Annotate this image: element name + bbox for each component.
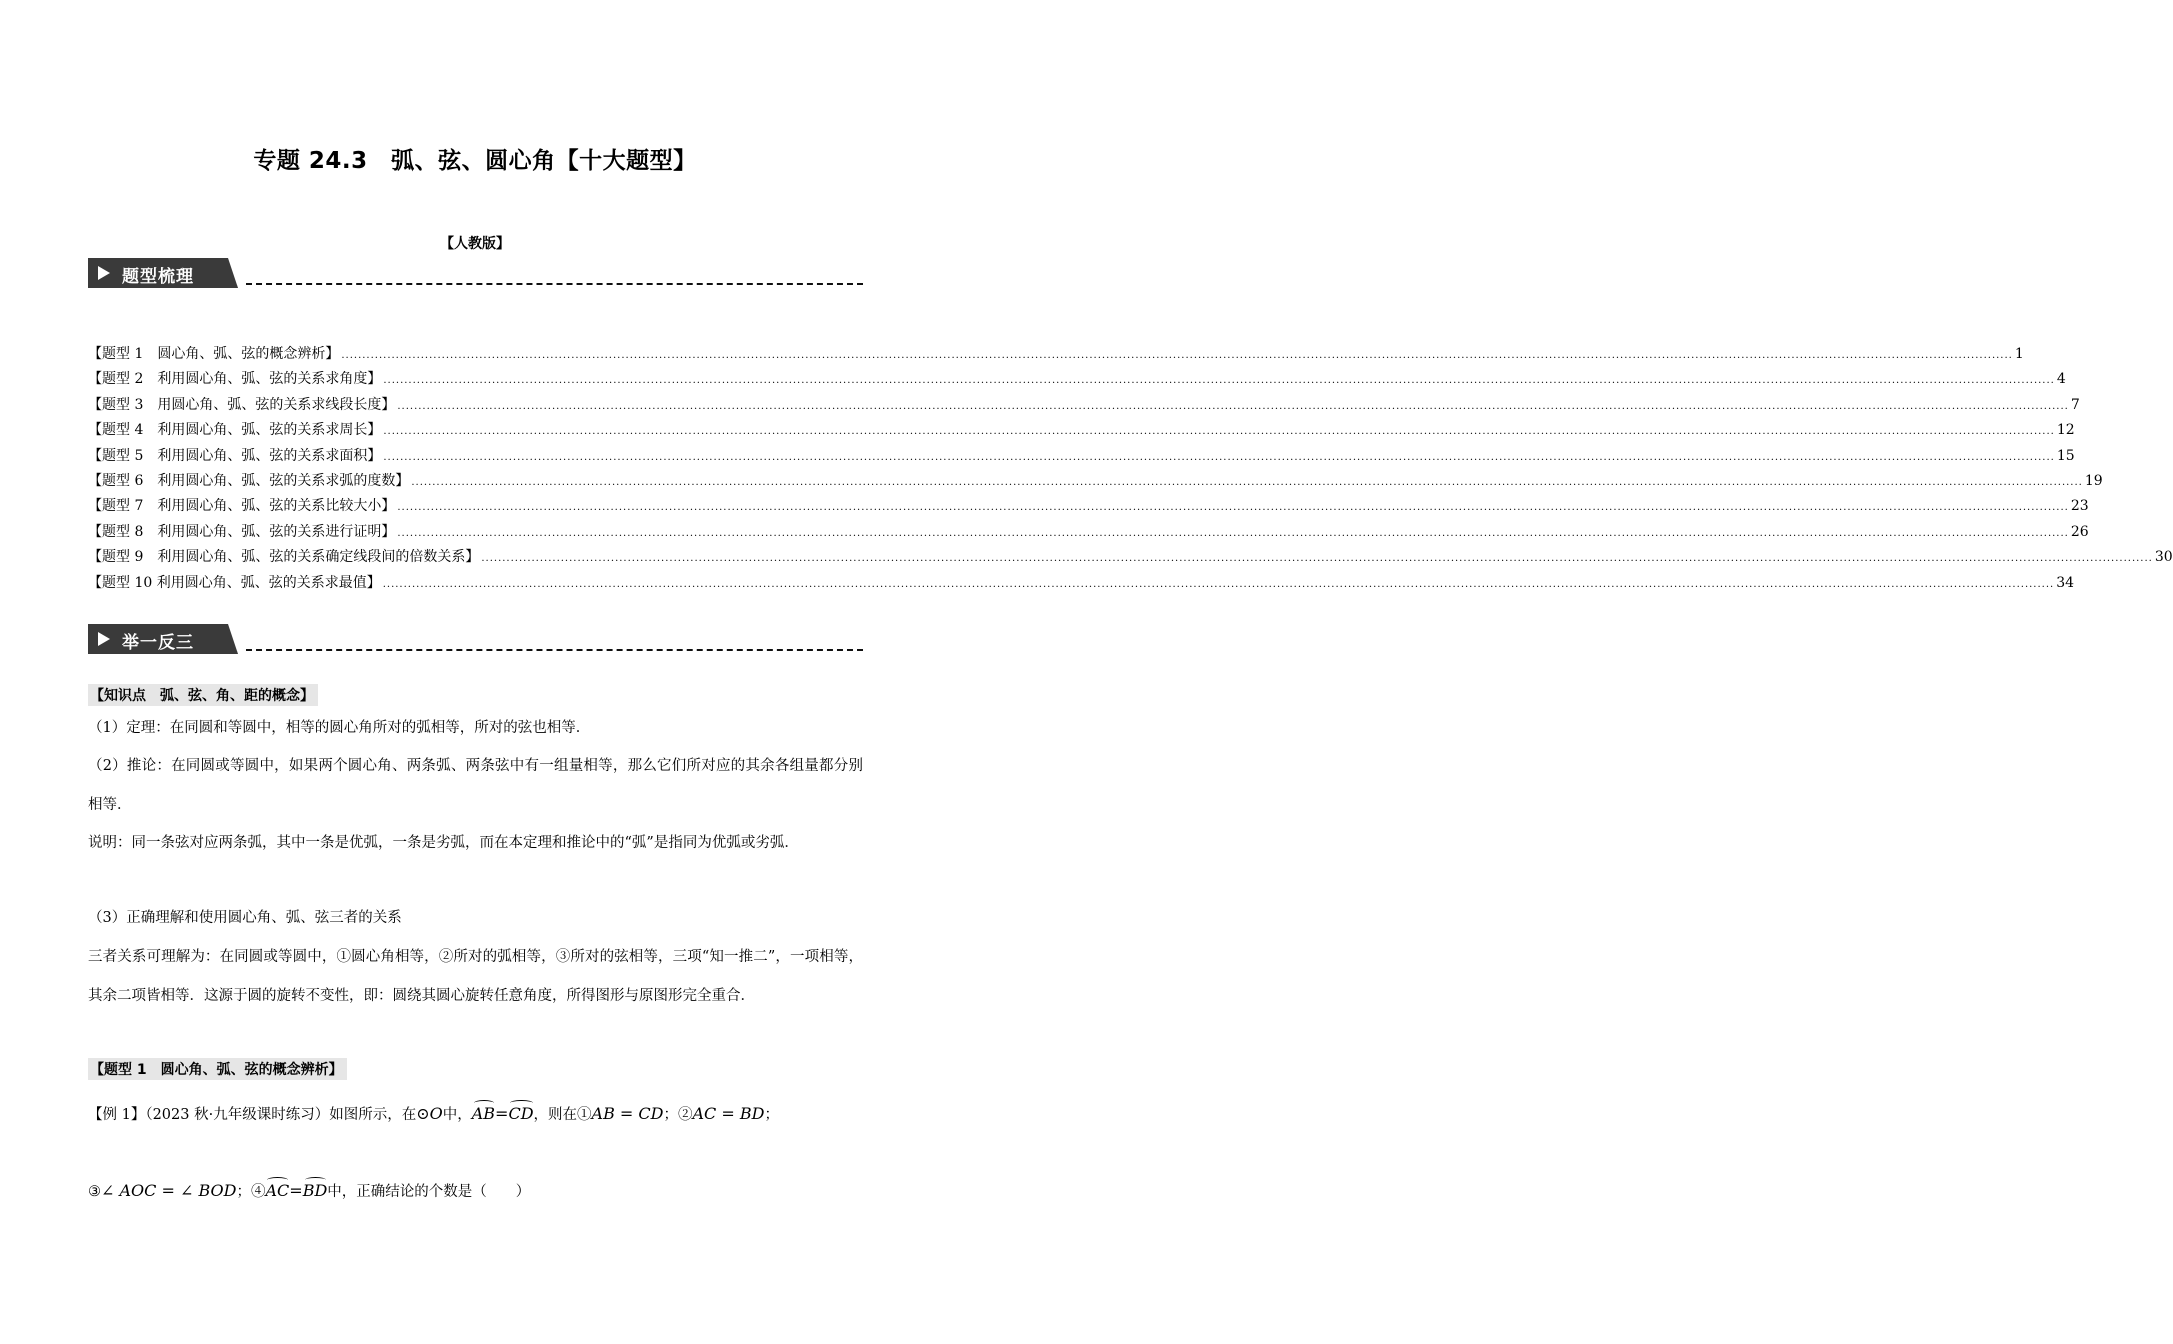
toc-item[interactable] <box>88 367 2066 392</box>
arc-cd: CD <box>508 1104 534 1123</box>
knowledge-paragraph: （3）正确理解和使用圆心角、弧、弦三者的关系 <box>88 910 402 926</box>
banner-question-types <box>88 258 863 294</box>
dashed-divider <box>246 283 863 285</box>
toc-leader-dots: ................................................................................................................................................................................................................................................................................................................................................................................................................ <box>341 350 2013 361</box>
toc-leader-dots: ................................................................................................................................................................................................................................................................................................................................................................................................................ <box>481 553 2153 565</box>
example-text: ，则在① <box>533 1107 592 1123</box>
toc-leader-dots: ................................................................................................................................................................................................................................................................................................................................................................................................................ <box>383 451 2055 463</box>
question-type-tag: 【题型 1 圆心角、弧、弦的概念辨析】 <box>88 1058 347 1080</box>
equals-sign: = <box>289 1181 303 1200</box>
equals-sign: = <box>495 1104 509 1123</box>
play-triangle-icon <box>98 632 110 646</box>
knowledge-paragraph: 说明：同一条弦对应两条弧，其中一条是优弧，一条是劣弧，而在本定理和推论中的“弧”是指同为优弧或劣弧． <box>88 835 799 851</box>
toc-item-label: 【题型 5 利用圆心角、弧、弦的关系求面积】 <box>88 447 382 464</box>
example-text: ；④ <box>236 1184 266 1200</box>
toc-leader-dots: ................................................................................................................................................................................................................................................................................................................................................................................................................ <box>397 527 2069 539</box>
toc-item[interactable] <box>88 494 2089 519</box>
knowledge-paragraph: 三者关系可理解为：在同圆或等圆中，①圆心角相等，②所对的弧相等，③所对的弦相等，三项“知一推二”，一项相等，其余二项皆相等．这源于圆的旋转不变性，即：圆绕其圆心旋转任意角度，所得图形与原图形完全重合． <box>88 949 863 1004</box>
toc-item-page: 15 <box>2056 447 2075 464</box>
arc-ac: AC <box>265 1181 290 1200</box>
toc-item-page: 19 <box>2084 472 2103 489</box>
toc-item-label: 【题型 6 利用圆心角、弧、弦的关系求弧的度数】 <box>88 472 410 489</box>
toc-item[interactable] <box>88 545 2173 570</box>
knowledge-paragraph: （1）定理：在同圆和等圆中，相等的圆心角所对的弧相等，所对的弦也相等． <box>88 720 591 736</box>
toc-item[interactable] <box>88 418 2075 443</box>
equation-ab-cd: AB = CD <box>591 1104 664 1123</box>
toc-item-page: 4 <box>2056 371 2066 388</box>
toc-item[interactable] <box>88 393 2080 418</box>
equation-ac-bd: AC = BD <box>692 1104 765 1123</box>
circle-o-symbol: ⊙O <box>416 1104 443 1123</box>
toc-item-page: 1 <box>2014 346 2024 362</box>
toc-item[interactable] <box>88 520 2089 545</box>
play-triangle-icon <box>98 266 110 280</box>
banner-title: 题型梳理 <box>122 267 194 287</box>
knowledge-paragraph: （2）推论：在同圆或等圆中，如果两个圆心角、两条弧、两条弦中有一组量相等，那么它们所对应的其余各组量都分别相等． <box>88 758 863 813</box>
toc-item-page: 12 <box>2056 422 2075 439</box>
equation-angles: ∠ AOC = ∠ BOD <box>101 1181 237 1200</box>
toc-item-page: 7 <box>2070 396 2080 413</box>
banner-examples <box>88 624 863 660</box>
example-text: ；② <box>663 1107 693 1123</box>
arc-ab: AB <box>471 1104 496 1123</box>
toc-item-label: 【题型 7 利用圆心角、弧、弦的关系比较大小】 <box>88 498 396 515</box>
document-title: 专题 24.3 弧、弦、圆心角【十大题型】 <box>253 148 697 174</box>
knowledge-point-tag: 【知识点 弧、弦、角、距的概念】 <box>88 684 318 706</box>
toc-item[interactable] <box>88 469 2103 494</box>
toc-item-page: 23 <box>2070 498 2089 515</box>
edition-label: 【人教版】 <box>440 236 510 252</box>
banner-title: 举一反三 <box>122 633 194 653</box>
toc-leader-dots: ................................................................................................................................................................................................................................................................................................................................................................................................................ <box>411 476 2083 488</box>
toc-leader-dots: ................................................................................................................................................................................................................................................................................................................................................................................................................ <box>397 400 2069 412</box>
toc-item[interactable] <box>88 571 2075 596</box>
example-line-2 <box>88 1180 868 1201</box>
table-of-contents <box>88 342 2173 596</box>
arc-bd: BD <box>302 1181 328 1200</box>
toc-item-label: 【题型 1 圆心角、弧、弦的概念辨析】 <box>88 346 340 362</box>
toc-leader-dots: ................................................................................................................................................................................................................................................................................................................................................................................................................ <box>383 426 2055 438</box>
example-text: ； <box>764 1107 779 1123</box>
example-line-1 <box>88 1103 868 1124</box>
toc-item-page: 26 <box>2070 523 2089 540</box>
example-text: ③ <box>88 1184 101 1200</box>
toc-item-label: 【题型 10 利用圆心角、弧、弦的关系求最值】 <box>88 574 381 591</box>
toc-item-page: 30 <box>2154 549 2173 566</box>
example-prefix: 【例 1】（2023 秋·九年级课时练习）如图所示，在 <box>88 1107 417 1123</box>
toc-item-label: 【题型 9 利用圆心角、弧、弦的关系确定线段间的倍数关系】 <box>88 549 480 566</box>
toc-item[interactable] <box>88 444 2075 469</box>
toc-item-label: 【题型 4 利用圆心角、弧、弦的关系求周长】 <box>88 422 382 439</box>
toc-item-label: 【题型 3 用圆心角、弧、弦的关系求线段长度】 <box>88 396 396 413</box>
example-suffix: 中，正确结论的个数是（ ） <box>327 1184 531 1200</box>
example-text: 中， <box>442 1107 472 1123</box>
toc-item[interactable] <box>88 342 2024 367</box>
toc-leader-dots: ................................................................................................................................................................................................................................................................................................................................................................................................................ <box>383 375 2055 387</box>
toc-leader-dots: ................................................................................................................................................................................................................................................................................................................................................................................................................ <box>397 502 2069 514</box>
dashed-divider <box>246 649 863 651</box>
toc-item-label: 【题型 8 利用圆心角、弧、弦的关系进行证明】 <box>88 523 396 540</box>
toc-item-page: 34 <box>2056 574 2075 591</box>
toc-leader-dots: ................................................................................................................................................................................................................................................................................................................................................................................................................ <box>382 578 2055 590</box>
toc-item-label: 【题型 2 利用圆心角、弧、弦的关系求角度】 <box>88 371 382 388</box>
